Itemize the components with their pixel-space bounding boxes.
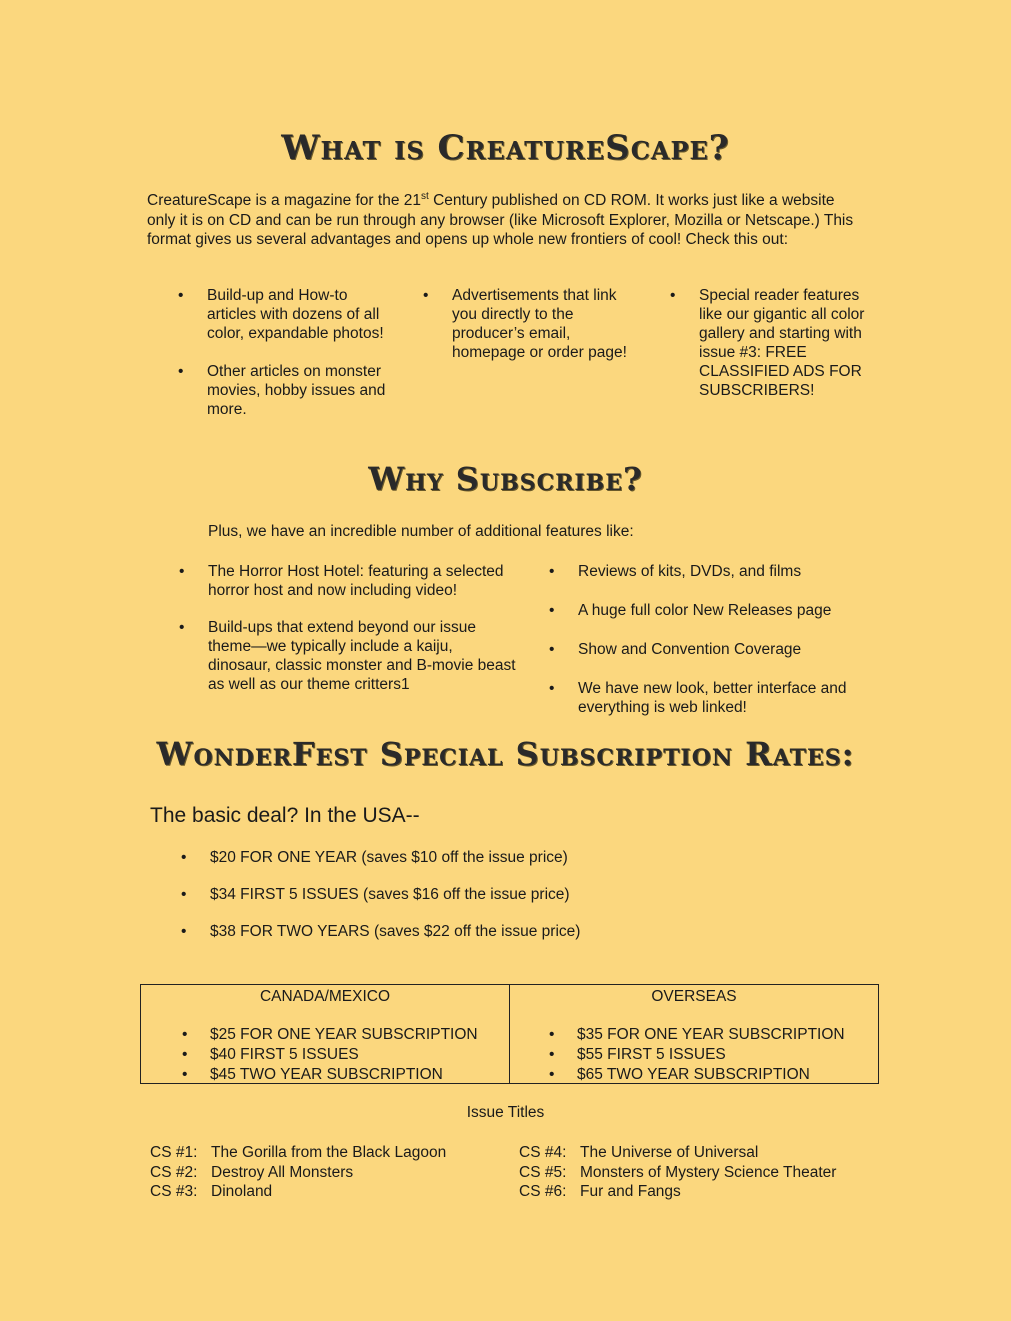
issues-left (150, 1143, 446, 1202)
why-lead: Plus, we have an incredible number of additional features like: (208, 523, 634, 540)
issue-row: CS #1: The Gorilla from the Black Lagoon (150, 1144, 447, 1161)
overseas-title: OVERSEAS (651, 988, 737, 1005)
list-item: • Build-ups that extend beyond our issue theme—we typically include a kaiju, dinosaur, classic monster and B-movie beast as well as our theme critters1 (176, 618, 516, 694)
list-item: • $20 FOR ONE YEAR (saves $10 off the issue price) (178, 848, 818, 867)
usa-rates-list (178, 848, 818, 959)
intro-paragraph: CreatureScape is a magazine for the 21st Century published on CD ROM. It works just like a website only it is on CD and can be run through any browser (like Microsoft Explorer, Mozilla or Netscape.) This format gives us several advantages and opens up whole new frontiers of cool! Check this out: (147, 191, 854, 249)
international-rates-table (140, 984, 879, 1084)
list-item: • We have new look, better interface and everything is web linked! (546, 679, 876, 717)
list-item: • $34 FIRST 5 ISSUES (saves $16 off the issue price) (178, 885, 818, 904)
list-item: • $40 FIRST 5 ISSUES (179, 1045, 478, 1065)
list-item: • Other articles on monster movies, hobby issues and more. (175, 362, 390, 419)
features-col-3 (667, 286, 877, 400)
why-left-list (176, 562, 516, 694)
canada-mexico-title: CANADA/MEXICO (259, 988, 391, 1005)
what-is-heading: What is CreatureScape? (281, 128, 730, 168)
list-item: • $55 FIRST 5 ISSUES (546, 1045, 845, 1065)
issue-titles-heading: Issue Titles (466, 1104, 545, 1121)
overseas-column (509, 985, 878, 1083)
features-col-1 (175, 286, 390, 419)
issue-row: CS #3: Dinoland (150, 1183, 273, 1200)
rates-heading: WonderFest Special Subscription Rates: (156, 735, 855, 773)
list-item: • Build-up and How-to articles with dozens of all color, expandable photos! (175, 286, 390, 343)
list-item: • Show and Convention Coverage (546, 640, 876, 659)
list-item: • The Horror Host Hotel: featuring a selected horror host and now including video! (176, 562, 516, 600)
issue-row: CS #2: Destroy All Monsters (150, 1163, 354, 1181)
list-item: • $45 TWO YEAR SUBSCRIPTION (179, 1065, 478, 1085)
list-item: • $25 FOR ONE YEAR SUBSCRIPTION (179, 1025, 478, 1045)
list-item: • $65 TWO YEAR SUBSCRIPTION (546, 1065, 845, 1085)
list-item: • A huge full color New Releases page (546, 601, 876, 620)
why-right-list (546, 562, 876, 717)
canada-mexico-column (141, 985, 509, 1083)
list-item: • $38 FOR TWO YEARS (saves $22 off the issue price) (178, 922, 818, 941)
list-item: • Reviews of kits, DVDs, and films (546, 562, 876, 581)
issue-row: CS #4: The Universe of Universal (519, 1144, 759, 1161)
features-col-2 (420, 286, 630, 362)
canada-rates-list (179, 1025, 478, 1085)
list-item: • Special reader features like our gigantic all color gallery and starting with issue #3: FREE CLASSIFIED ADS FOR SUBSCRIBERS! (667, 286, 877, 400)
issues-right (519, 1143, 836, 1202)
why-subscribe-heading: Why Subscribe? (368, 460, 643, 498)
list-item: • Advertisements that link you directly to the producer’s email, homepage or order page! (420, 286, 630, 362)
issue-row: CS #5: Monsters of Mystery Science Theater (519, 1163, 837, 1181)
list-item: • $35 FOR ONE YEAR SUBSCRIPTION (546, 1025, 845, 1045)
issue-row: CS #6: Fur and Fangs (519, 1183, 681, 1200)
rates-lead: The basic deal? In the USA-- (150, 804, 420, 827)
overseas-rates-list (546, 1025, 845, 1085)
